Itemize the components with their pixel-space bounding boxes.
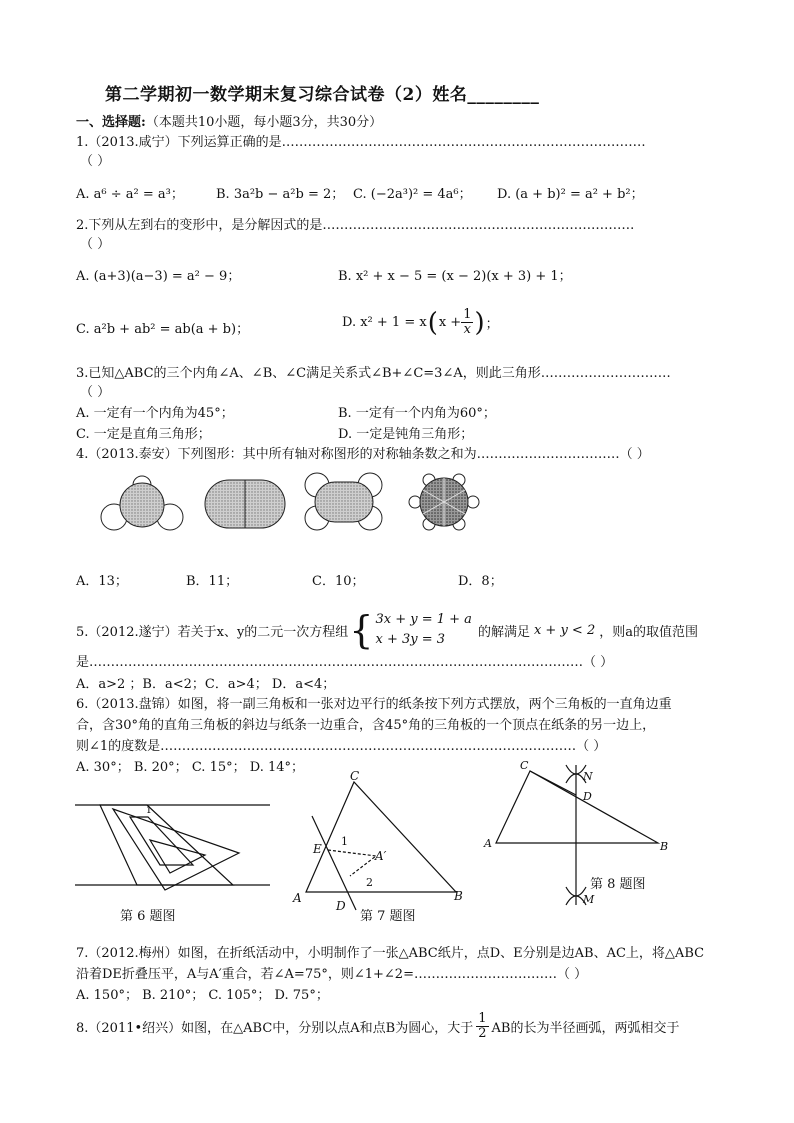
q4-figure-3	[305, 473, 382, 530]
q4-option-d: D．8；	[458, 574, 503, 589]
q6-options: A. 30°； B. 20°； C. 15°； D. 14°；	[76, 760, 305, 775]
fig7-label-A-prime: A′	[375, 849, 387, 863]
q8-fraction-num: 1	[478, 1011, 487, 1026]
fig6-angle-label: 1	[146, 806, 152, 816]
figure-6	[75, 795, 275, 895]
q1-option-b: B. 3a²b − a²b = 2；	[216, 187, 345, 202]
fig8-label-C: C	[520, 759, 529, 772]
q8-pre: 8.（2011•绍兴）如图，在△ABC中，分别以点A和点B为圆心，大于	[76, 1021, 474, 1036]
fig8-label-M: M	[583, 893, 595, 906]
q2-d-post: ；	[485, 317, 499, 332]
q2-option-d: D. x² + 1 = x ( x + $\frac{1}{x}$ ) ；	[342, 307, 499, 338]
q2-stem: 2.下列从左到右的变形中，是分解因式的是………………………………………………………………	[76, 218, 635, 233]
fig8-label-D: D	[583, 790, 592, 803]
q8-fraction-den: 2	[478, 1026, 487, 1041]
q1-paren: （ ）	[80, 154, 111, 169]
q7-line1: 7.（2012.梅州）如图，在折纸活动中，小明制作了一张△ABC纸片，点D、E分别是边AB、AC上，将△ABC	[76, 946, 705, 961]
q4-figure-4	[409, 474, 479, 530]
q5-mid: 的解满足	[477, 624, 530, 640]
fig7-label-D: D	[336, 899, 346, 913]
fig8-label-B: B	[660, 840, 669, 853]
q3-stem: 3.已知△ABC的三个内角∠A、∠B、∠C满足关系式∠B+∠C=3∠A，则此三角形…………………………	[76, 366, 671, 381]
q1-option-a: A. a⁶ ÷ a² = a³；	[76, 187, 184, 202]
fig7-label-B: B	[454, 889, 463, 903]
q3-paren: （ ）	[80, 385, 111, 400]
fig8-caption: 第 8 题图	[590, 877, 646, 892]
q5-brace: {	[349, 608, 374, 652]
fig6-caption: 第 6 题图	[120, 909, 176, 924]
q2-option-a: A. (a+3)(a−3) = a² − 9；	[76, 269, 241, 284]
q4-stem: 4.（2013.泰安）下列图形：其中所有轴对称图形的对称轴条数之和为……………………………（ ）	[76, 447, 650, 462]
q4-option-a: A．13；	[76, 574, 128, 589]
q1-option-c: C. (−2a³)² = 4a⁶；	[353, 187, 472, 202]
fig7-label-A: A	[293, 891, 302, 905]
q6-line1: 6.（2013.盘锦）如图，将一副三角板和一张对边平行的纸条按下列方式摆放，两个三角板的一直角边重	[76, 697, 672, 712]
q8-post: AB的长为半径画弧，两弧相交于	[491, 1021, 680, 1036]
q2-d-fraction	[461, 308, 473, 337]
q2-d-fraction-den: x	[463, 322, 472, 337]
q6-line2: 合，含30°角的直角三角板的斜边与纸条一边重合，含45°角的三角板的一个顶点在纸条的另一边上，	[76, 718, 656, 733]
q5-eq1: 3x + y = 1 + a	[375, 612, 472, 627]
q3-option-a: A. 一定有一个内角为45°；	[76, 406, 234, 421]
q4-option-c: C．10；	[312, 574, 365, 589]
q5-cond: x + y < 2	[533, 622, 596, 638]
q2-option-b: B. x² + x − 5 = (x − 2)(x + 3) + 1；	[338, 269, 572, 284]
q8-line1	[76, 1012, 679, 1041]
section-header	[76, 111, 382, 130]
q4-figure-1	[101, 476, 183, 530]
q8-fraction	[476, 1012, 488, 1041]
q5-options: A．a>2 ；B．a<2；C．a>4； D．a<4；	[76, 677, 336, 692]
q2-paren: （ ）	[80, 237, 111, 252]
fig8-label-A: A	[484, 837, 492, 850]
section-label: 一、选择题:	[76, 115, 146, 130]
q4-figures	[95, 470, 715, 540]
q4-figure-2	[205, 480, 285, 528]
q4-option-b: B．11；	[186, 574, 239, 589]
q1-option-d: D. (a + b)² = a² + b²；	[497, 187, 644, 202]
q2-d-pre: D. x² + 1 = x	[342, 315, 427, 330]
fig7-angle-1: 1	[341, 835, 348, 848]
figure-7	[288, 770, 468, 915]
figure-8	[482, 755, 682, 915]
q7-line2: 沿着DE折叠压平，A与A′重合，若∠A=75°，则∠1+∠2=……………………………（ ）	[76, 967, 588, 982]
q3-option-d: D. 一定是钝角三角形；	[338, 427, 474, 442]
fig7-label-E: E	[313, 842, 322, 856]
q3-option-b: B. 一定有一个内角为60°；	[338, 406, 496, 421]
q3-option-c: C. 一定是直角三角形；	[76, 427, 211, 442]
q2-option-c: C. a²b + ab² = ab(a + b)；	[76, 322, 250, 337]
q5-pre: 5.（2012.遂宁）若关于x、y的二元一次方程组	[76, 624, 349, 640]
fig7-label-C: C	[350, 769, 360, 783]
q1-stem: 1.（2013.咸宁）下列运算正确的是…………………………………………………………………………	[76, 135, 646, 150]
q6-line3: 则∠1的度数是……………………………………………………………………………………（ ）	[76, 739, 607, 754]
q5-line1	[76, 610, 698, 650]
q5-line2: 是……………………………………………………………………………………………………（ ）	[76, 655, 614, 670]
section-desc: （本题共10小题，每小题3分，共30分）	[145, 115, 383, 130]
q5-system	[375, 610, 471, 650]
q5-post: ，则a的取值范围	[599, 624, 698, 640]
fig7-angle-2: 2	[366, 876, 373, 889]
q2-d-fraction-num: 1	[463, 307, 472, 322]
page-title: 第二学期初一数学期末复习综合试卷（2）姓名________	[105, 85, 540, 105]
fig7-caption: 第 7 题图	[360, 909, 416, 924]
fig8-label-N: N	[583, 770, 593, 783]
q7-options: A. 150°； B. 210°； C. 105°； D. 75°；	[76, 988, 329, 1003]
q5-eq2: x + 3y = 3	[375, 632, 446, 647]
q2-d-mid: x +	[438, 315, 462, 330]
